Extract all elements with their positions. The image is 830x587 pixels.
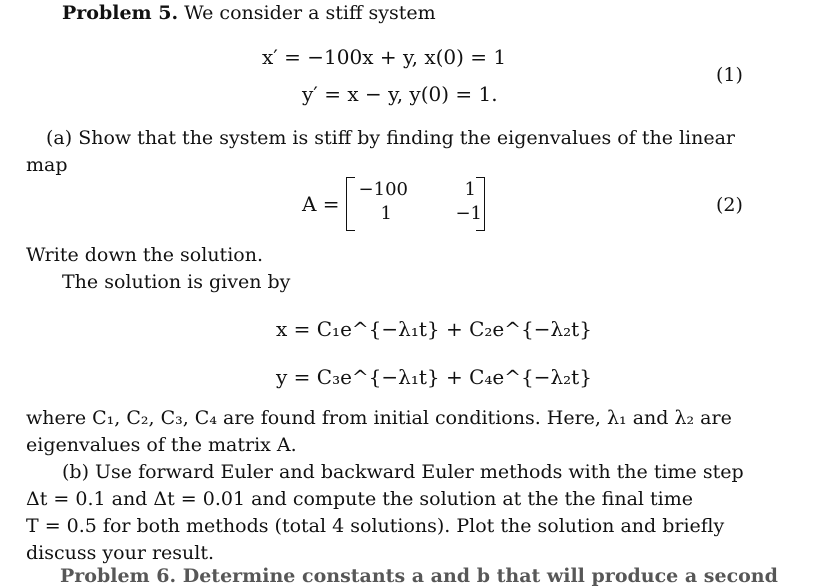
part-b-paragraph [26,459,744,567]
problem-label: Problem 5. [62,2,179,24]
part-a-text: (a) Show that the system is stiff by finding the eigenvalues of the linear [46,127,736,149]
equation-x-prime: x′ = −100x + y, x(0) = 1 [262,45,507,69]
solution-y-equation: y = C₃e^{−λ₁t} + C₄e^{−λ₂t} [276,365,592,389]
matrix-cell-12: 1 [464,179,476,200]
equation-number-1: (1) [716,64,743,86]
matrix-cell-11: −100 [358,179,408,200]
problem-5-heading [62,2,436,24]
where-line-1: where C₁, C₂, C₃, C₄ are found from initial conditions. Here, λ₁ and λ₂ are [26,407,732,429]
part-b-line-3: T = 0.5 for both methods (total 4 solutions). Plot the solution and briefly [26,515,725,537]
solution-given: The solution is given by [62,271,291,293]
equation-y-prime: y′ = x − y, y(0) = 1. [302,82,498,106]
where-line-2: eigenvalues of the matrix A. [26,434,297,456]
solution-x-equation: x = C₁e^{−λ₁t} + C₂e^{−λ₂t} [276,317,592,341]
matrix-cell-21: 1 [380,203,392,224]
matrix-lhs: A = [302,192,340,216]
equation-number-2: (2) [716,194,743,216]
where-paragraph [26,405,744,459]
part-b-line-1: (b) Use forward Euler and backward Euler methods with the time step [62,461,744,483]
problem-intro: We consider a stiff system [184,2,436,24]
matrix-cell-22: −1 [455,203,482,224]
solution-prompt: Write down the solution. [26,244,263,266]
part-b-line-2: Δt = 0.1 and Δt = 0.01 and compute the solution at the the final time [26,488,693,510]
matrix-left-bracket [346,177,355,231]
matrix-right-bracket [476,177,485,231]
next-problem-cutoff: Problem 6. Determine constants a and b that will produce a second [60,565,778,587]
part-b-line-4: discuss your result. [26,542,215,564]
part-a-text-continued: map [26,154,68,176]
